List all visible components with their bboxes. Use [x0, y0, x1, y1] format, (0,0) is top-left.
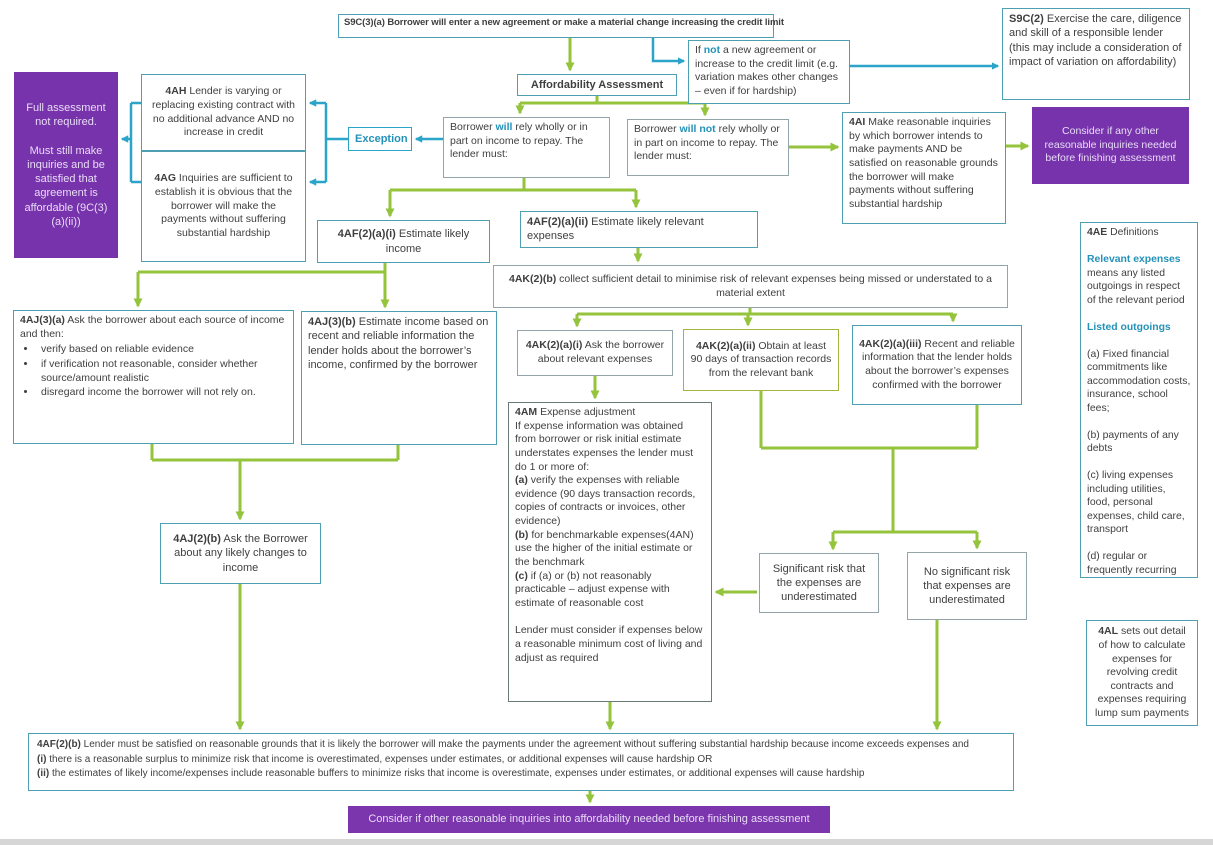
node-exception [348, 127, 412, 151]
node-4ae-text: 4AE Definitions Relevant expenses means any listed outgoings in respect of the relevant period Listed outgoings (a) Fixed financial commitments like accommodation costs, insurance, school fees; (b) payments of any debts (c) living expenses including utilities, food, personal expenses, child care, transport (d) regular or frequently recurring [1087, 227, 1191, 576]
node-s9c2-text: S9C(2) Exercise the care, diligence and skill of a responsible lender (this may include a consideration of impact of variation on affordability) [1009, 13, 1182, 68]
node-4al-text: 4AL sets out detail of how to calculate expenses for revolving credit contracts and expenses requiring lump sum payments [1095, 625, 1189, 720]
node-4ak2aii-transaction-records [683, 329, 839, 391]
node-4ak2b-text: 4AK(2)(b) collect sufficient detail to minimise risk of relevant expenses being missed or understated to a material extent [508, 272, 993, 299]
node-significant-risk-text: Significant risk that the expenses are underestimated [772, 562, 866, 604]
node-4af2b-satisfied-grounds [28, 733, 1014, 791]
node-affordability-text: Affordability Assessment [530, 78, 664, 91]
node-4ah-varying-contract [141, 74, 306, 151]
node-borrower-will-rely [443, 117, 610, 178]
node-consider-other-inquiries-text: Consider if any other reasonable inquiries needed before finishing assessment [1044, 125, 1177, 165]
node-4ak2ai-text: 4AK(2)(a)(i) Ask the borrower about relevant expenses [525, 339, 665, 365]
node-exception-text: Exception [355, 132, 408, 145]
node-s9c2-responsible-lender [1002, 8, 1190, 100]
node-4af2aii-estimate-expenses [520, 211, 758, 248]
node-4ak2aiii-lender-held-info [852, 325, 1022, 405]
node-4aj3a-ask-income-sources [13, 310, 294, 444]
node-4ai-text: 4AI Make reasonable inquiries by which borrower intends to make payments AND be satisfied on reasonable grounds the borrower will make payments without suffering substantial hardship [849, 116, 998, 210]
node-4ag-text: 4AG Inquiries are sufficient to establish it is obvious that the borrower will make the payments without suffering substantial hardship [154, 172, 293, 239]
window-bottom-edge [0, 839, 1213, 845]
node-s9c3a-text: S9C(3)(a) Borrower will enter a new agreement or make a material change increasing the credit limit [344, 17, 784, 28]
node-consider-other-inquiries-bar-text: Consider if other reasonable inquiries into affordability needed before finishing assessment [368, 813, 810, 826]
node-4ah-text: 4AH Lender is varying or replacing existing contract with no additional advance AND no increase in credit [152, 85, 295, 139]
node-borrower-will-text: Borrower will rely wholly or in part on income to repay. The lender must: [450, 121, 588, 161]
node-no-significant-risk [907, 552, 1027, 620]
node-full-assessment-text: Full assessment not required. Must still make inquiries and be satisfied that agreement is affordable (9C(3)(a)(ii)) [24, 101, 108, 229]
node-4ai-reasonable-inquiries [842, 112, 1006, 224]
node-4ag-inquiries-sufficient [141, 151, 306, 262]
node-consider-other-inquiries [1032, 107, 1189, 184]
node-4aj2b-text: 4AJ(2)(b) Ask the Borrower about any likely changes to income [173, 533, 308, 574]
node-4al-calculation-detail [1086, 620, 1198, 726]
income-verification-bullets: • verify based on reliable evidence • if verification not reasonable, consider whether source/amount realistic • disregard income the borrower will not rely on. [20, 343, 287, 400]
node-full-assessment-not-required [14, 72, 118, 258]
node-4am-text: 4AM Expense adjustment If expense information was obtained from borrower or risk initial estimate understates expenses the lender must do 1 or more of: (a) verify the expenses with reliable evidence (90 days transaction records, copies of contracts or invoices, other evidence) (b) for benchmarkable expenses(4AN) use the higher of the initial estimate or the benchmark (c) if (a) or (b) not reasonably practicable – adjust expense with estimate of reasonable cost Lender must consider if expenses below a reasonable minimum cost of living and adjust as required [515, 406, 703, 664]
node-4aj3a-text: 4AJ(3)(a) Ask the borrower about each source of income and then: [20, 314, 285, 340]
node-borrower-will-not-rely [627, 119, 789, 176]
node-4aj2b-ask-income-changes [160, 523, 321, 584]
node-no-significant-risk-text: No significant risk that expenses are underestimated [923, 565, 1011, 607]
node-if-not-text: If not a new agreement or increase to the credit limit (e.g. variation makes other changes – even if for hardship) [695, 44, 838, 97]
node-4af2ai-text: 4AF(2)(a)(i) Estimate likely income [337, 228, 470, 255]
node-consider-other-inquiries-bar [348, 806, 830, 833]
node-4af2aii-text: 4AF(2)(a)(ii) Estimate likely relevant expenses [527, 216, 704, 243]
node-4am-expense-adjustment [508, 402, 712, 702]
node-4af2ai-estimate-income [317, 220, 490, 263]
node-4ae-definitions [1080, 222, 1198, 578]
node-affordability-assessment [517, 74, 677, 96]
node-4ak2ai-ask-expenses [517, 330, 673, 376]
node-4aj3b-estimate-income-held-info [301, 311, 497, 445]
node-significant-risk [759, 553, 879, 613]
node-s9c3a-new-agreement [338, 14, 784, 38]
node-4aj3b-text: 4AJ(3)(b) Estimate income based on recent and reliable information the lender holds about the borrower’s income, confirmed by the borrower [308, 316, 489, 371]
node-4af2b-text: 4AF(2)(b) Lender must be satisfied on reasonable grounds that it is likely the borrower will make the payments under the agreement without suffering substantial hardship because income exceeds expenses and (i) there is a reasonable surplus to minimize risk that income is overestimated, expenses under estimates, or additional expenses will cause hardship OR (ii) the estimates of likely income/expenses include reasonable buffers to minimize risks that income is overestimate, expenses under estimates, or additional expenses will cause hardship [37, 739, 969, 779]
node-4ak2aiii-text: 4AK(2)(a)(iii) Recent and reliable information that the lender holds about the borrower’s expenses confirmed with the borrower [859, 337, 1015, 391]
node-if-not-new-agreement [688, 40, 850, 104]
node-4ak2aii-text: 4AK(2)(a)(ii) Obtain at least 90 days of transaction records from the relevant bank [690, 339, 832, 379]
node-borrower-will-not-text: Borrower will not rely wholly or in part on income to repay. The lender must: [634, 123, 780, 163]
node-4ak2b-collect-detail [493, 265, 1008, 308]
